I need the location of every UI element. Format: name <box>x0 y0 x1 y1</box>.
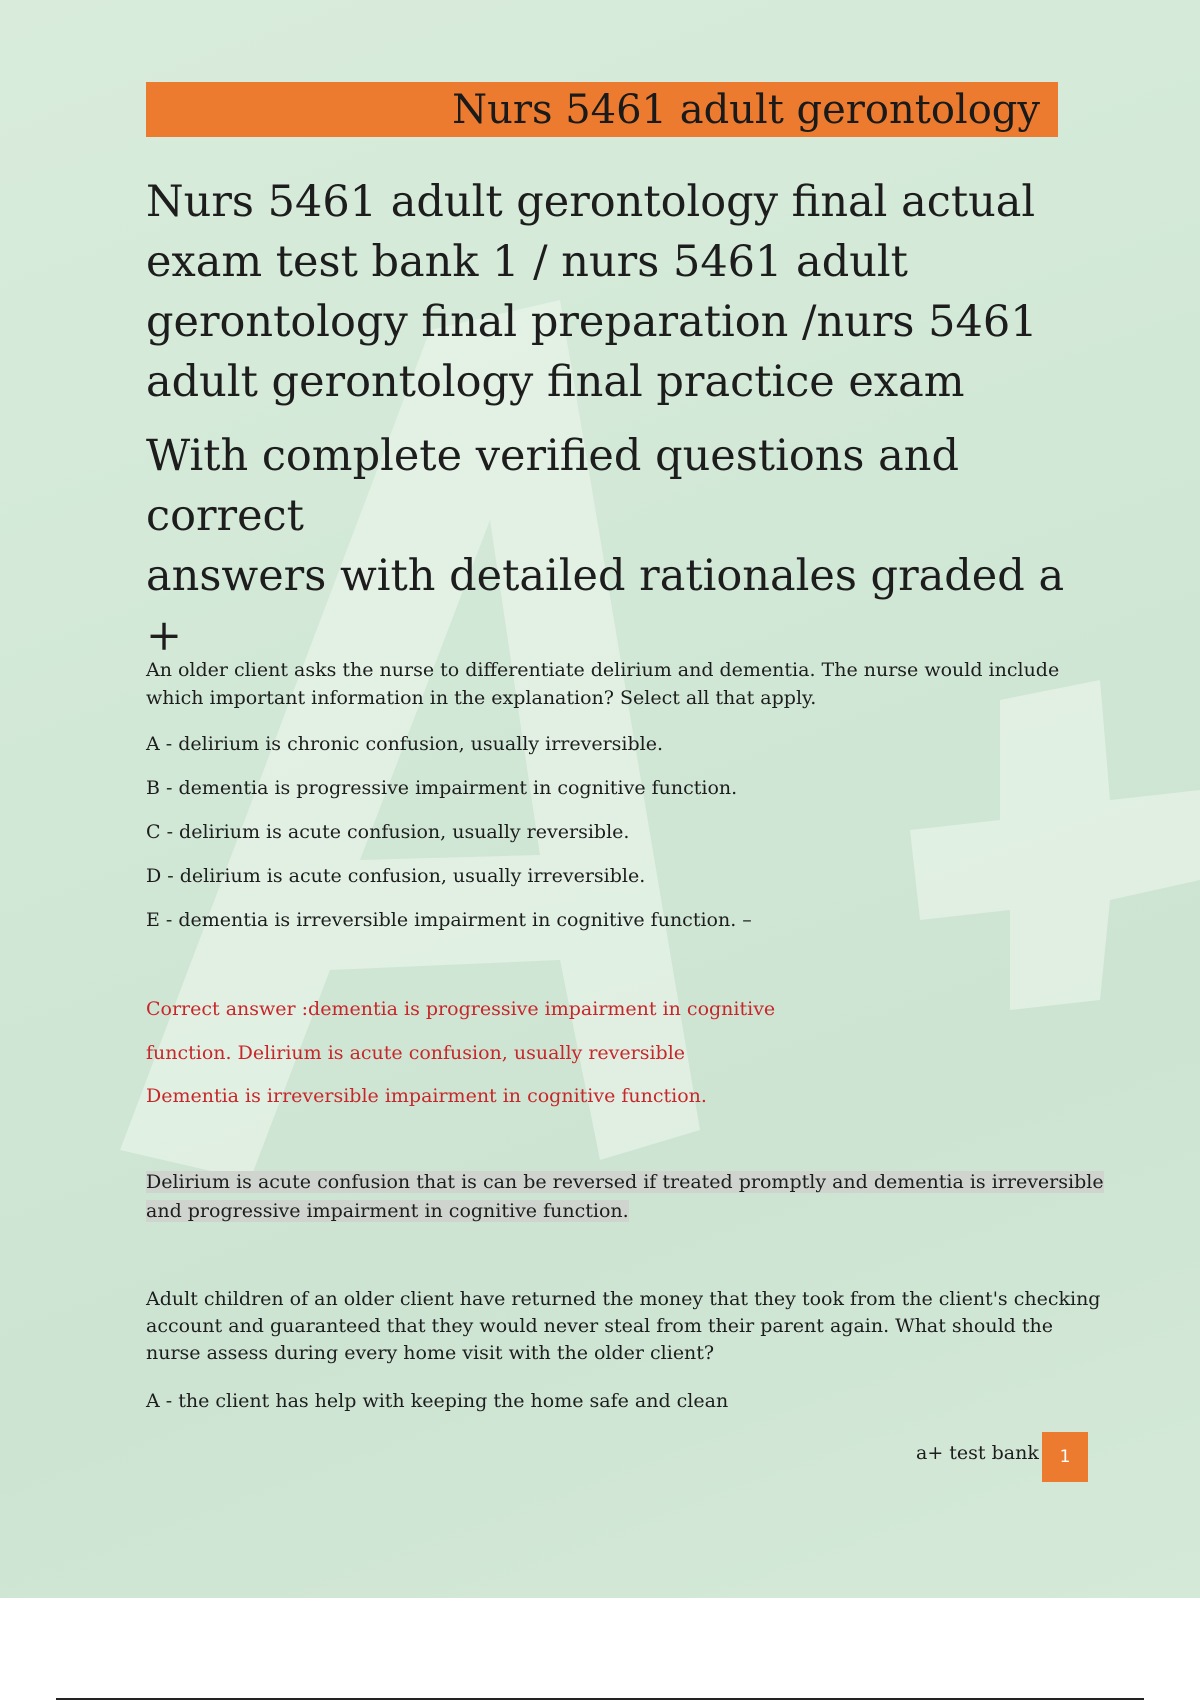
correct-answer-line: Correct answer :dementia is progressive impairment in cognitive <box>146 998 776 1020</box>
rationale-text: Delirium is acute confusion that is can be reversed if treated promptly and dementia is irreversible and progressive impairment in cognitive function. <box>146 1171 1104 1222</box>
title-line: Nurs 5461 adult gerontology final actual <box>146 177 1036 227</box>
footer-label: a+ test bank <box>916 1442 1039 1464</box>
question-1-option-b: B - dementia is progressive impairment in cognitive function. <box>146 777 738 799</box>
correct-answer-line: Dementia is irreversible impairment in cognitive function. <box>146 1085 707 1107</box>
question-1-option-d: D - delirium is acute confusion, usually irreversible. <box>146 865 646 887</box>
subtitle-line: With complete verified questions and correct <box>146 431 960 541</box>
document-title <box>146 172 1046 412</box>
page-number: 1 <box>1059 1447 1071 1467</box>
page-number-badge <box>1042 1432 1088 1482</box>
header-banner <box>146 82 1058 137</box>
question-1-option-a: A - delirium is chronic confusion, usually irreversible. <box>146 733 664 755</box>
question-1-stem: An older client asks the nurse to differentiate delirium and dementia. The nurse would include which important information in the explanation? Select all that apply. <box>146 659 1060 709</box>
title-line: exam test bank 1 / nurs 5461 adult <box>146 237 908 287</box>
subtitle-line: answers with detailed rationales graded a + <box>146 551 1065 661</box>
document-subtitle <box>146 426 1106 666</box>
question-2-stem: Adult children of an older client have returned the money that they took from the client's checking account and guaranteed that they would never steal from their parent again. What should the nurse assess during every home visit with the older client? <box>146 1288 1101 1364</box>
question-1-option-e: E - dementia is irreversible impairment in cognitive function. – <box>146 909 752 931</box>
title-line: adult gerontology final practice exam <box>146 357 965 407</box>
title-line: gerontology final preparation /nurs 5461 <box>146 297 1038 347</box>
question-2-option-a: A - the client has help with keeping the home safe and clean <box>146 1390 729 1412</box>
question-1-option-c: C - delirium is acute confusion, usually reversible. <box>146 821 630 843</box>
question-1-rationale <box>146 1168 1116 1226</box>
header-banner-text: Nurs 5461 adult gerontology <box>452 86 1040 133</box>
correct-answer-line: function. Delirium is acute confusion, usually reversible <box>146 1042 686 1064</box>
